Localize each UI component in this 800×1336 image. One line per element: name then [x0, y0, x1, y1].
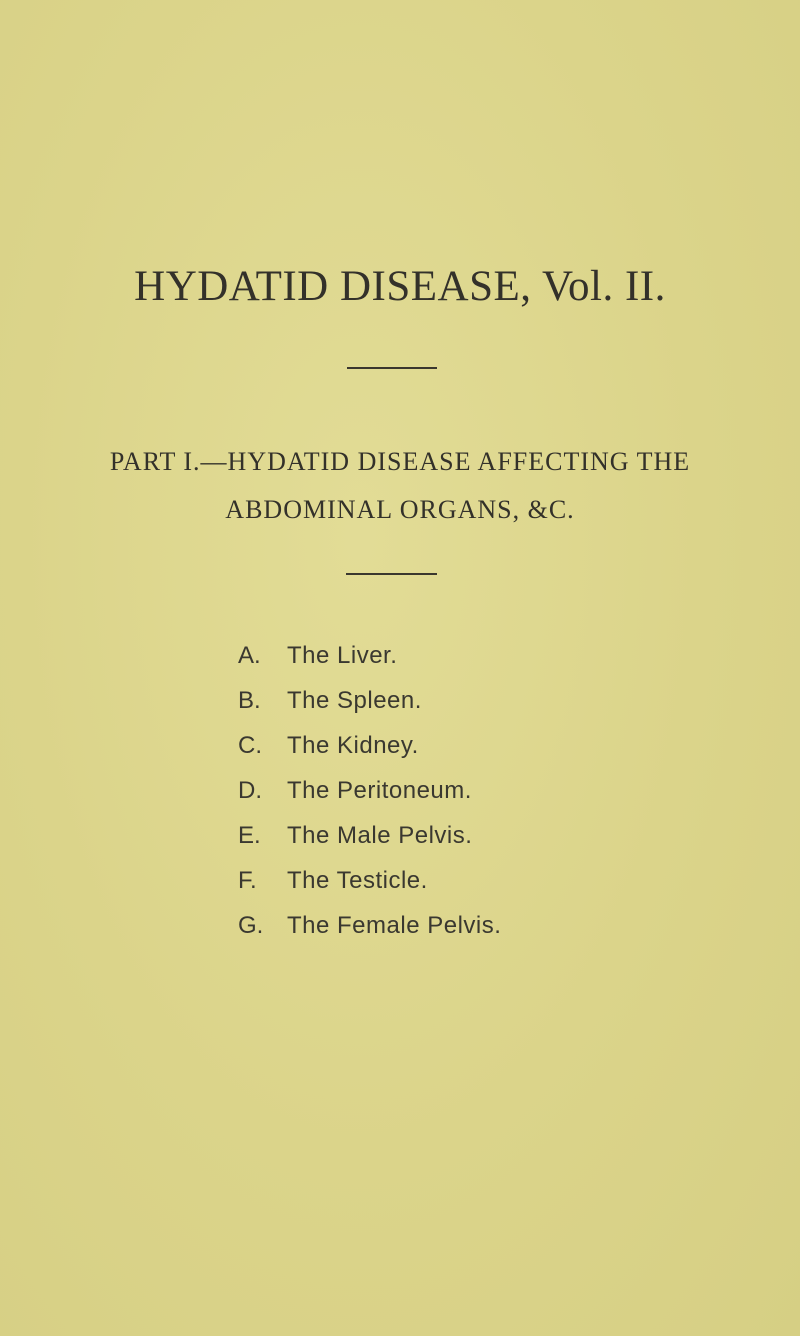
- part-title-line-1: PART I.—HYDATID DISEASE AFFECTING THE: [109, 447, 691, 476]
- entry-name: The Peritoneum.: [287, 777, 472, 804]
- entry-letter: F.: [238, 867, 257, 894]
- list-item: [238, 686, 658, 731]
- entry-name: The Male Pelvis.: [287, 822, 473, 849]
- list-item: [238, 776, 658, 821]
- divider-rule-bottom: [346, 573, 437, 575]
- entry-letter: A.: [238, 642, 261, 669]
- volume-title: HYDATID DISEASE, Vol. II.: [134, 263, 666, 310]
- list-item: [238, 821, 658, 866]
- part-title: [0, 438, 800, 534]
- list-item: [238, 731, 658, 776]
- entry-name: The Kidney.: [287, 732, 419, 759]
- entry-letter: C.: [238, 732, 262, 759]
- entry-letter: G.: [238, 912, 264, 939]
- entry-letter: B.: [238, 687, 261, 714]
- entry-letter: D.: [238, 777, 262, 804]
- entry-name: The Liver.: [287, 642, 398, 669]
- divider-rule-top: [347, 367, 437, 369]
- list-item: [238, 866, 658, 911]
- list-item: [238, 641, 658, 686]
- entry-name: The Female Pelvis.: [287, 912, 502, 939]
- contents-list: [238, 641, 658, 956]
- entry-name: The Spleen.: [287, 687, 422, 714]
- part-title-line-2: ABDOMINAL ORGANS, &C.: [225, 495, 575, 524]
- entry-letter: E.: [238, 822, 261, 849]
- entry-name: The Testicle.: [287, 867, 428, 894]
- list-item: [238, 911, 658, 956]
